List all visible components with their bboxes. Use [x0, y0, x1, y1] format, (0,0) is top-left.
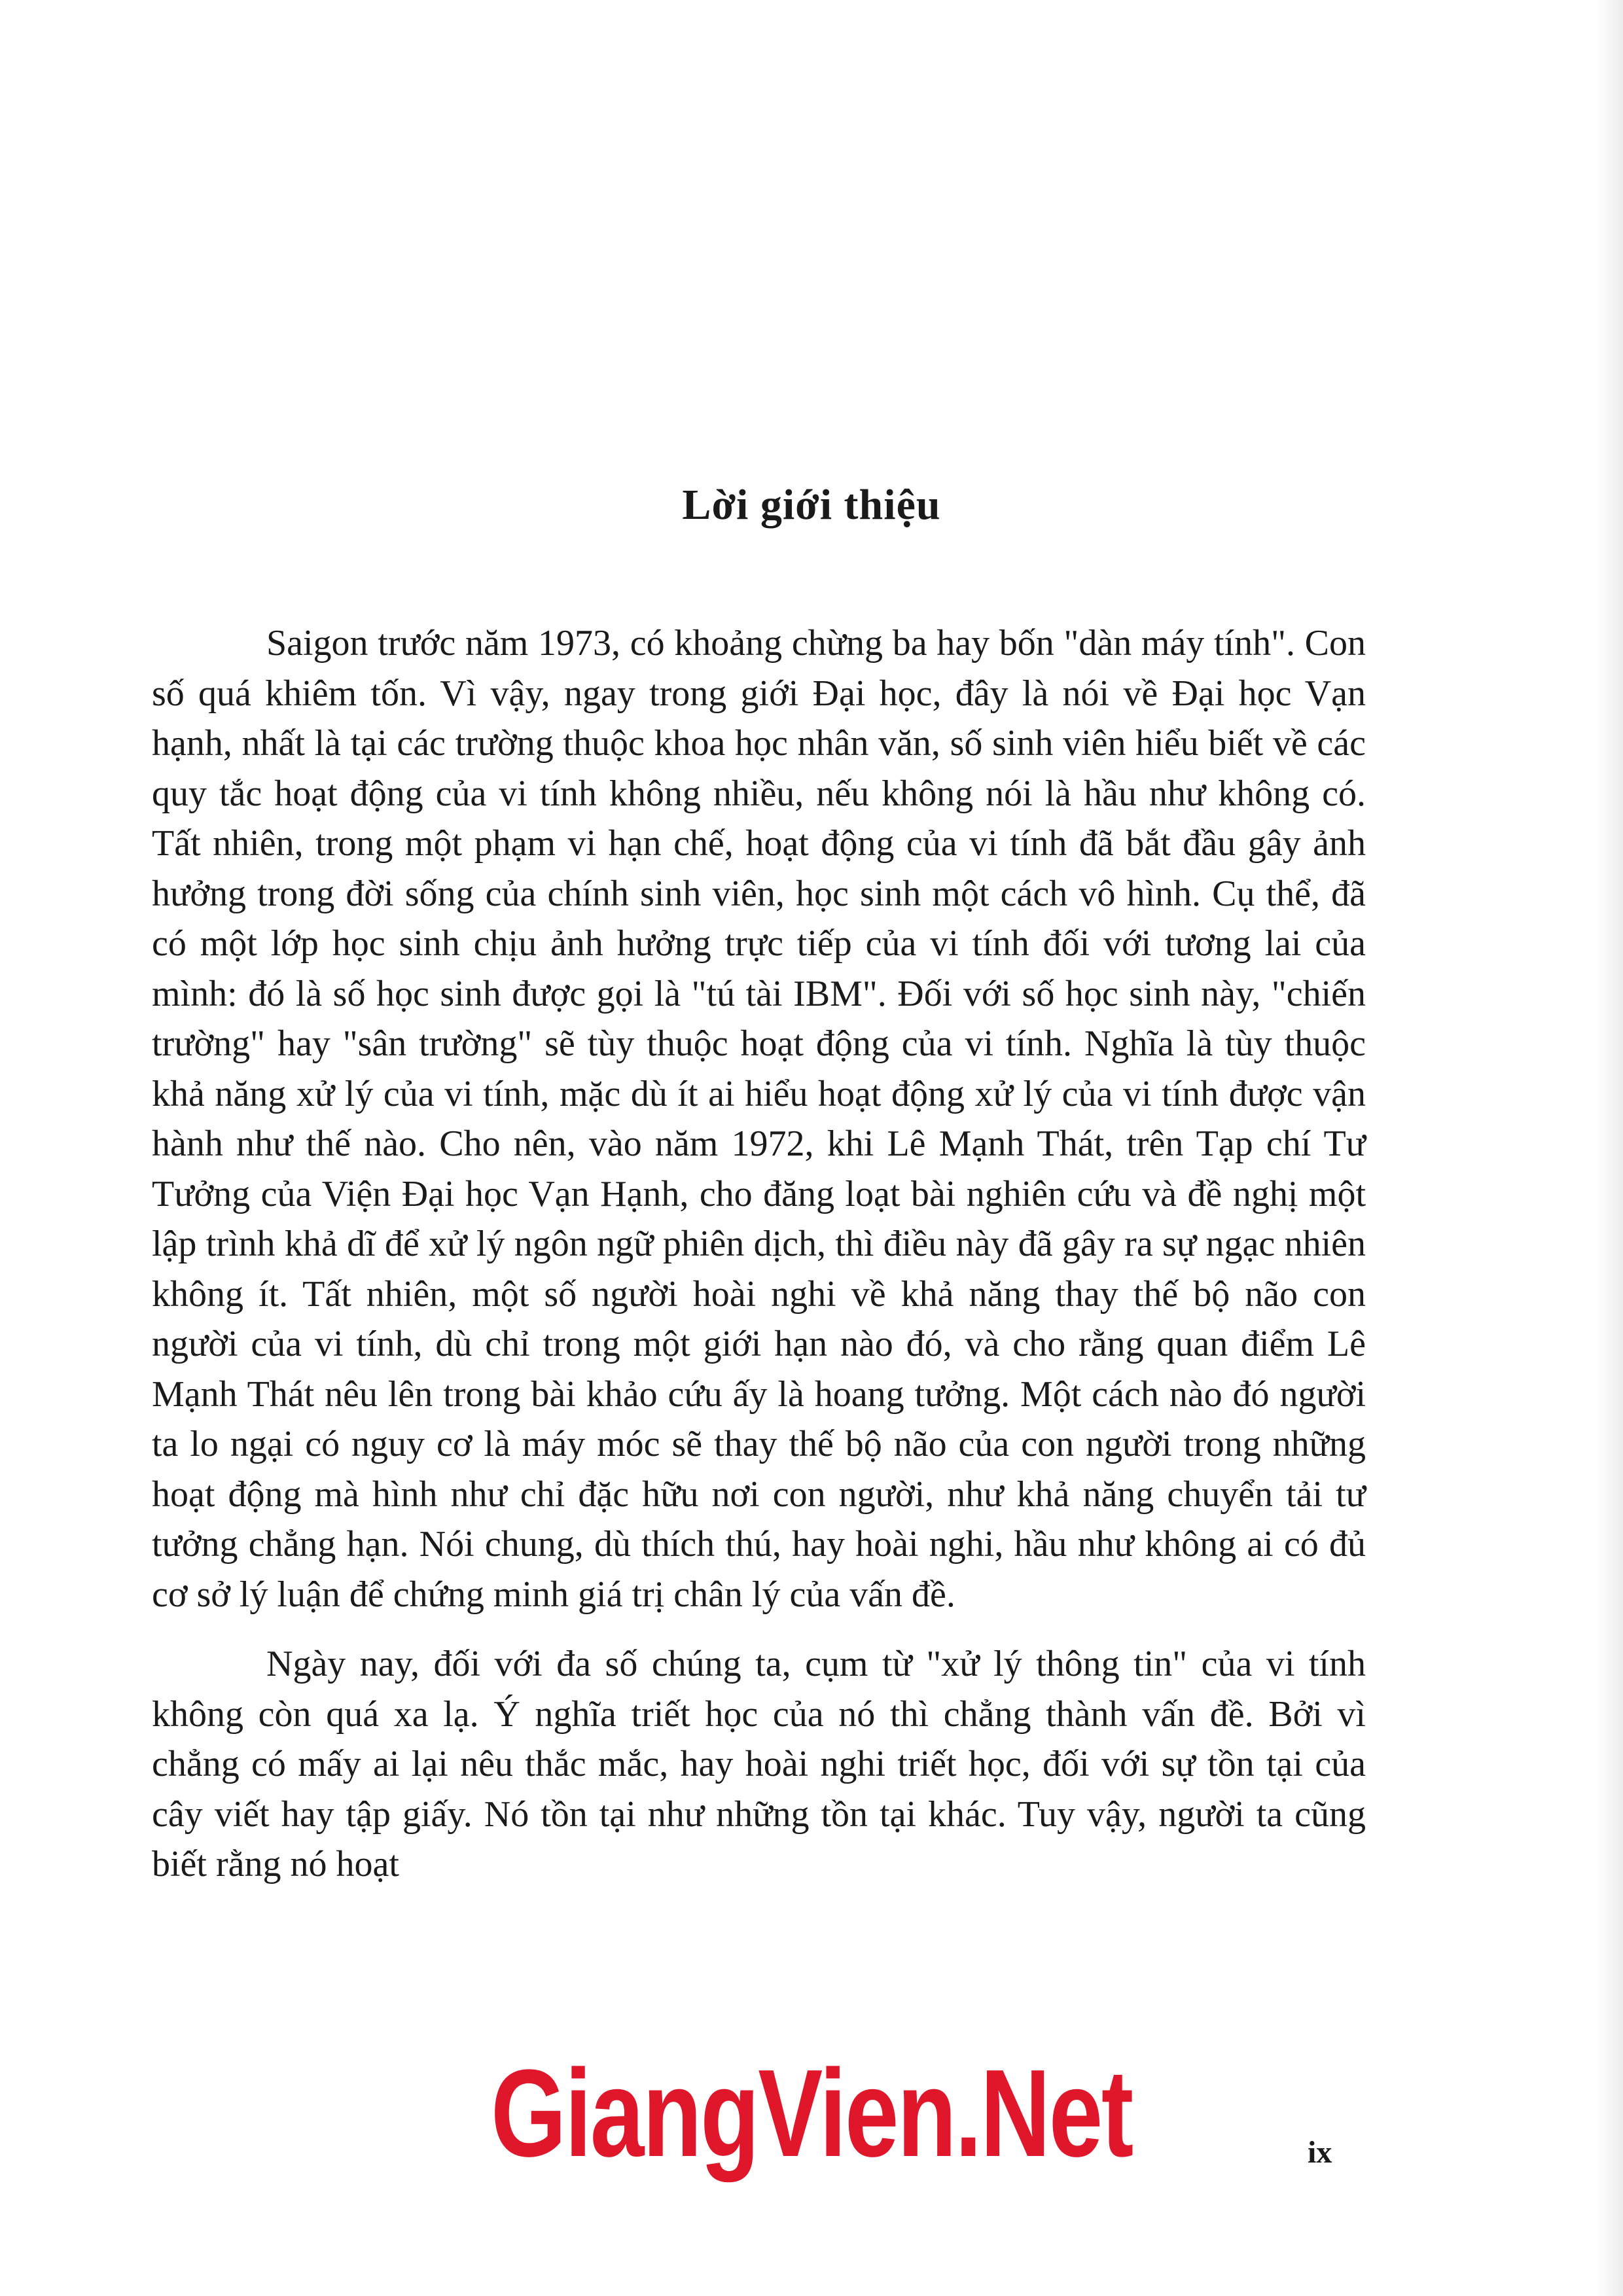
- watermark-logo: GiangVien.Net: [491, 2044, 1132, 2183]
- page-title: Lời giới thiệu: [682, 481, 941, 529]
- page-number: ix: [1308, 2135, 1332, 2170]
- body-text: [152, 618, 1366, 1890]
- page-edge-shadow: [1597, 0, 1623, 2296]
- paragraph-2: Ngày nay, đối với đa số chúng ta, cụm từ "xử lý thông tin" của vi tính không còn quá xa lạ. Ý nghĩa triết học của nó thì chẳng thành vấn đề. Bởi vì chẳng có mấy ai lại nêu thắc mắc, hay hoài nghi triết học, đối với sự tồn tại của cây viết hay tập giấy. Nó tồn tại như những tồn tại khác. Tuy vậy, người ta cũng biết rằng nó hoạt: [152, 1644, 1366, 1884]
- paragraph-1: Saigon trước năm 1973, có khoảng chừng ba hay bốn "dàn máy tính". Con số quá khiêm tốn. Vì vậy, ngay trong giới Đại học, đây là nói về Đại học Vạn hạnh, nhất là tại các trường thuộc khoa học nhân văn, số sinh viên hiểu biết về các quy tắc hoạt động của vi tính không nhiều, nếu không nói là hầu như không có. Tất nhiên, trong một phạm vi hạn chế, hoạt động của vi tính đã bắt đầu gây ảnh hưởng trong đời sống của chính sinh viên, học sinh một cách vô hình. Cụ thể, đã có một lớp học sinh chịu ảnh hưởng trực tiếp của vi tính đối với tương lai của mình: đó là số học sinh được gọi là "tú tài IBM". Đối với số học sinh này, "chiến trường" hay "sân trường" sẽ tùy thuộc hoạt động của vi tính. Nghĩa là tùy thuộc khả năng xử lý của vi tính, mặc dù ít ai hiểu hoạt động xử lý của vi tính được vận hành như thế nào. Cho nên, vào năm 1972, khi Lê Mạnh Thát, trên Tạp chí Tư Tưởng của Viện Đại học Vạn Hạnh, cho đăng loạt bài nghiên cứu và đề nghị một lập trình khả dĩ để xử lý ngôn ngữ phiên dịch, thì điều này đã gây ra sự ngạc nhiên không ít. Tất nhiên, một số người hoài nghi về khả năng thay thế bộ não con người của vi tính, dù chỉ trong một giới hạn nào đó, và cho rằng quan điểm Lê Mạnh Thát nêu lên trong bài khảo cứu ấy là hoang tưởng. Một cách nào đó người ta lo ngại có nguy cơ là máy móc sẽ thay thế bộ não của con người trong những hoạt động mà hình như chỉ đặc hữu nơi con người, như khả năng chuyển tải tư tưởng chẳng hạn. Nói chung, dù thích thú, hay hoài nghi, hầu như không ai có đủ cơ sở lý luận để chứng minh giá trị chân lý của vấn đề.: [152, 623, 1366, 1615]
